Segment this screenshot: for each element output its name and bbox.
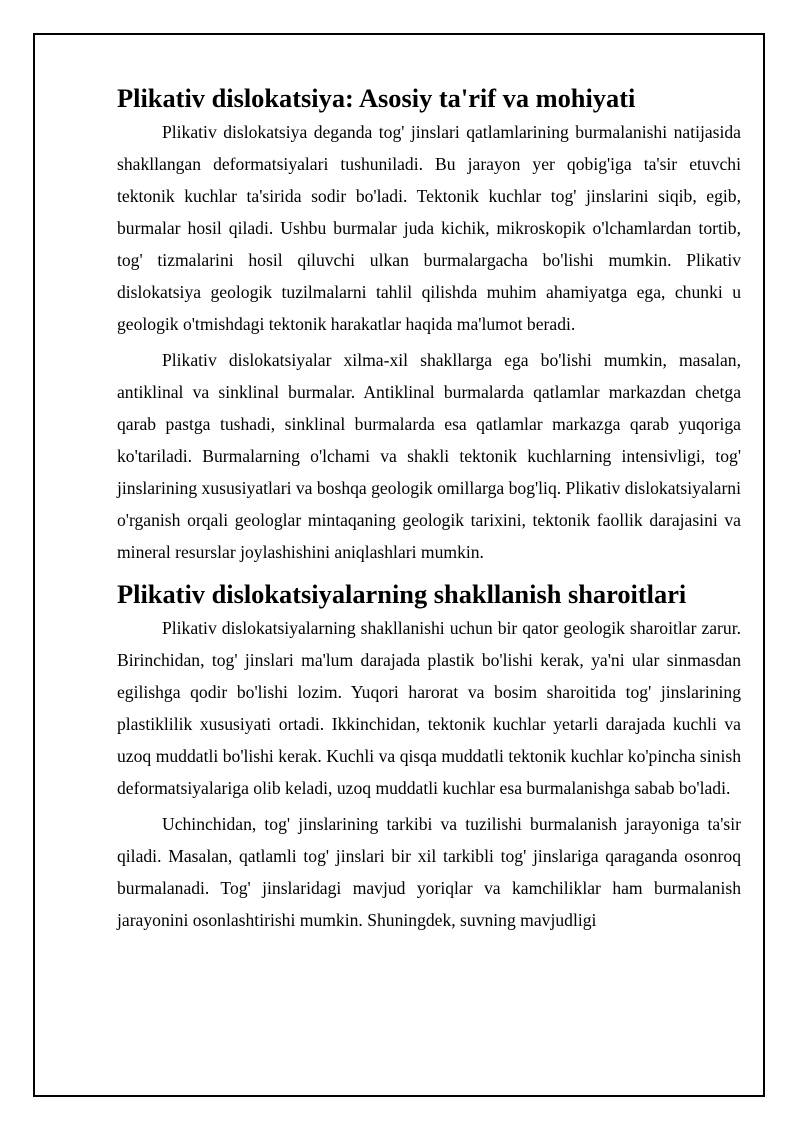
paragraph-conditions-2: Uchinchidan, tog' jinslarining tarkibi va tuzilishi burmalanish jarayoniga ta'sir qiladi. Masalan, qatlamli tog' jinslari bir xil tarkibli tog' jinslariga qaraganda osonroq burmalanadi. Tog' jinslaridagi mavjud yoriqlar va kamchiliklar ham burmalanish jarayonini osonlashtirishi mumkin. Shuningdek, suvning mavjudligi xyxy=(117,814,741,930)
paragraph-definition-1: Plikativ dislokatsiya deganda tog' jinslari qatlamlarining burmalanishi natijasida shakllangan deformatsiyalari tushuniladi. Bu jarayon yer qobig'iga ta'sir etuvchi tektonik kuchlar ta'sirida sodir bo'ladi. Tektonik kuchlar tog' jinslarini siqib, egib, burmalar hosil qiladi. Ushbu burmalar juda kichik, mikroskopik o'lchamlardan tortib, tog' tizmalarini hosil qiluvchi ulkan burmalargacha bo'lishi mumkin. Plikativ dislokatsiya geologik tuzilmalarni tahlil qilishda muhim ahamiyatga ega, chunki u geologik o'tmishdagi tektonik harakatlar haqida ma'lumot beradi. xyxy=(117,122,741,334)
paragraph-conditions-1: Plikativ dislokatsiyalarning shakllanishi uchun bir qator geologik sharoitlar zarur. Birinchidan, tog' jinslari ma'lum darajada plastik bo'lishi kerak, ya'ni ular sinmasdan egilishga qodir bo'lishi lozim. Yuqori harorat va bosim sharoitida tog' jinslarining plastiklilik xususiyati ortadi. Ikkinchidan, tektonik kuchlar yetarli darajada kuchli va uzoq muddatli bo'lishi kerak. Kuchli va qisqa muddatli tektonik kuchlar ko'pincha sinish deformatsiyalariga olib keladi, uzoq muddatli kuchlar esa burmalanishga sabab bo'ladi. xyxy=(117,618,741,798)
section-heading-conditions: Plikativ dislokatsiyalarning shakllanish sharoitlari xyxy=(117,579,687,609)
paragraph-definition-2: Plikativ dislokatsiyalar xilma-xil shakllarga ega bo'lishi mumkin, masalan, antiklinal va sinklinal burmalar. Antiklinal burmalarda qatlamlar markazdan chetga qarab pastga tushadi, sinklinal burmalarda esa qatlamlar markazga qarab yuqoriga ko'tariladi. Burmalarning o'lchami va shakli tektonik kuchlarning intensivligi, tog' jinslarining xususiyatlari va boshqa geologik omillarga bog'liq. Plikativ dislokatsiyalarni o'rganish orqali geologlar mintaqaning geologik tarixini, tektonik faollik darajasini va mineral resurslar joylashishini aniqlashlari mumkin. xyxy=(117,350,741,562)
section-heading-definition: Plikativ dislokatsiya: Asosiy ta'rif va mohiyati xyxy=(117,83,636,113)
document-body xyxy=(117,80,741,936)
